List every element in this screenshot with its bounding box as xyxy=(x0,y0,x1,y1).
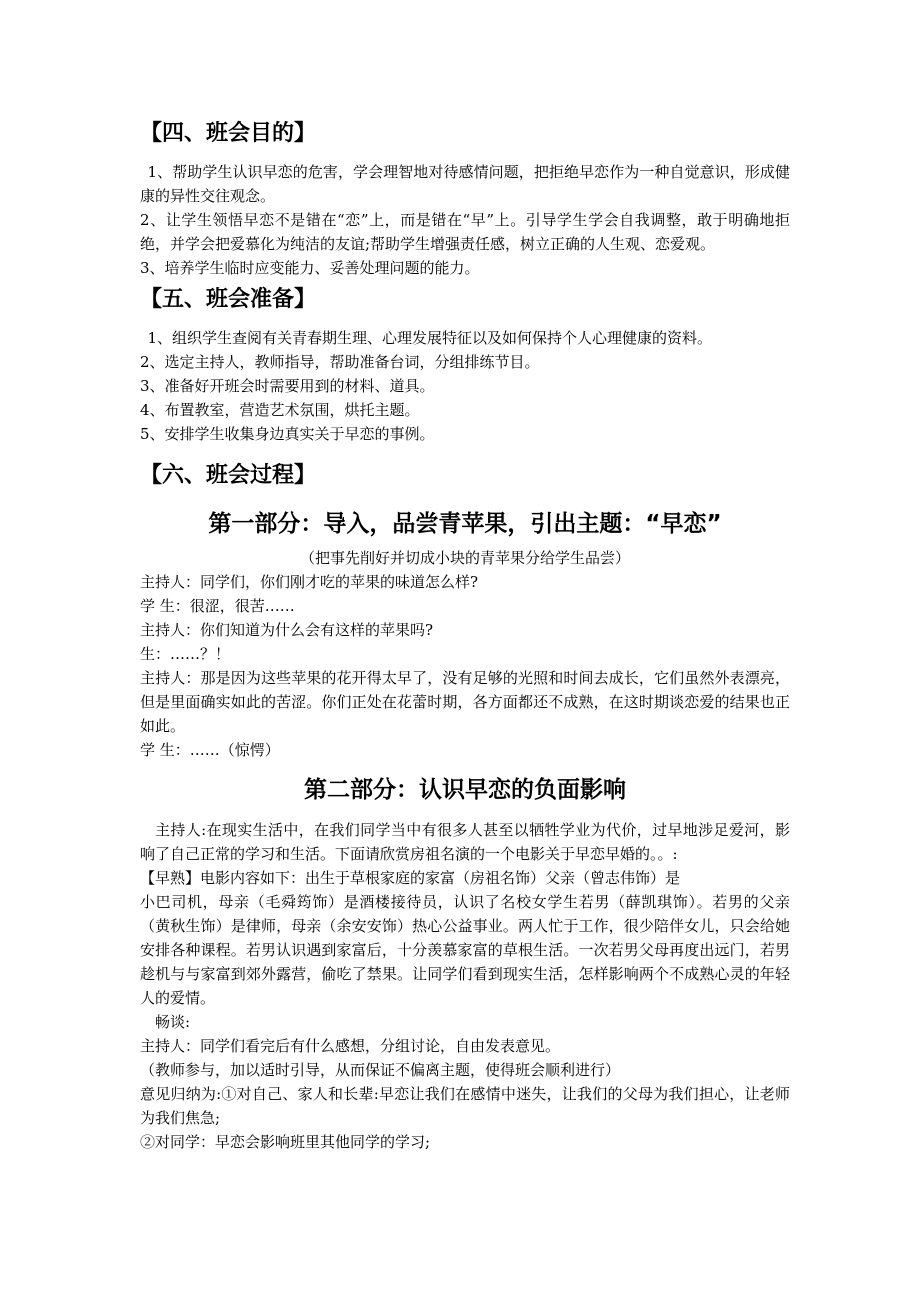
section-heading-prep: 【五、班会准备】 xyxy=(140,287,317,312)
part1-title: 第一部分：导入，品尝青苹果，引出主题：“早恋” xyxy=(208,511,722,537)
dialogue-line-2: 学 生：很涩，很苦…… xyxy=(140,597,295,615)
prep-item-4: 4、布置教室，营造艺术氛围，烘托主题。 xyxy=(140,401,420,419)
part1-note: （把事先削好并切成小块的青苹果分给学生品尝） xyxy=(299,549,630,567)
prep-item-2: 2、选定主持人，教师指导，帮助准备台词，分组排练节目。 xyxy=(140,353,540,371)
prep-item-1: 1、组织学生查阅有关青春期生理、心理发展特征以及如何保持个人心理健康的资料。 xyxy=(147,329,713,347)
part2-intro: 主持人:在现实生活中，在我们同学当中有很多人甚至以牺牲学业为代价，过早地涉足爱河，影响了自己正常的学习和生活。下面请欣赏房祖名演的一个电影关于早恋早婚的。。: xyxy=(140,821,790,863)
movie-summary-line-1: 【早熟】电影内容如下：出生于草根家庭的家富（房祖名饰）父亲（曾志伟饰）是 xyxy=(140,869,681,887)
teacher-note: （教师参与，加以适时引导，从而保证不偏离主题，使得班会顺利进行） xyxy=(140,1061,621,1079)
opinion-point-2: ②对同学：早恋会影响班里其他同学的学习; xyxy=(140,1133,431,1151)
part2-title: 第二部分：认识早恋的负面影响 xyxy=(304,777,626,803)
dialogue-line-6: 学 生：……（惊愕） xyxy=(140,741,280,759)
movie-summary-body: 小巴司机，母亲（毛舜筠饰）是酒楼接待员，认识了名校女学生若男（薛凯琪饰）。若男的父亲（黄秋生饰）是律师，母亲（余安安饰）热心公益事业。两人忙于工作，很少陪伴女儿，只会给她安排各种课程。若男认识遇到家富后，十分羡慕家富的草根生活。一次若男父母再度出远门，若男趁机与与家富到郊外露营，偷吃了禁果。让同学们看到现实生活，怎样影响两个不成熟心灵的年轻人的爱情。 xyxy=(140,893,790,1007)
goal-item-1: 1、帮助学生认识早恋的危害，学会理智地对待感情问题，把拒绝早恋作为一种自觉意识，形成健康的异性交往观念。 xyxy=(140,163,790,205)
goal-item-3: 3、培养学生临时应变能力、妥善处理问题的能力。 xyxy=(140,259,480,277)
prep-item-3: 3、准备好开班会时需要用到的材料、道具。 xyxy=(140,377,435,395)
document-page xyxy=(140,114,790,1154)
goal-item-2: 2、让学生领悟早恋不是错在“恋”上，而是错在“早”上。引导学生学会自我调整，敢于明确地拒绝，并学会把爱慕化为纯洁的友谊;帮助学生增强责任感，树立正确的人生观、恋爱观。 xyxy=(140,211,790,253)
dialogue-line-4: 生：……？！ xyxy=(140,645,231,663)
talk-label: 畅谈: xyxy=(155,1013,191,1031)
section-heading-goals: 【四、班会目的】 xyxy=(140,121,317,146)
host-question: 主持人：同学们看完后有什么感想，分组讨论，自由发表意见。 xyxy=(140,1037,561,1055)
dialogue-line-3: 主持人：你们知道为什么会有这样的苹果吗? xyxy=(140,621,434,639)
prep-item-5: 5、安排学生收集身边真实关于早恋的事例。 xyxy=(140,425,435,443)
opinion-summary: 意见归纳为:①对自己、家人和长辈:早恋让我们在感情中迷失，让我们的父母为我们担心，让老师为我们焦急; xyxy=(140,1085,790,1127)
section-heading-process: 【六、班会过程】 xyxy=(140,463,317,488)
dialogue-line-5: 主持人：那是因为这些苹果的花开得太早了，没有足够的光照和时间去成长，它们虽然外表漂亮，但是里面确实如此的苦涩。你们正处在花蕾时期，各方面都还不成熟，在这时期谈恋爱的结果也正如此。 xyxy=(140,669,790,735)
dialogue-line-1: 主持人：同学们，你们刚才吃的苹果的味道怎么样? xyxy=(140,573,479,591)
